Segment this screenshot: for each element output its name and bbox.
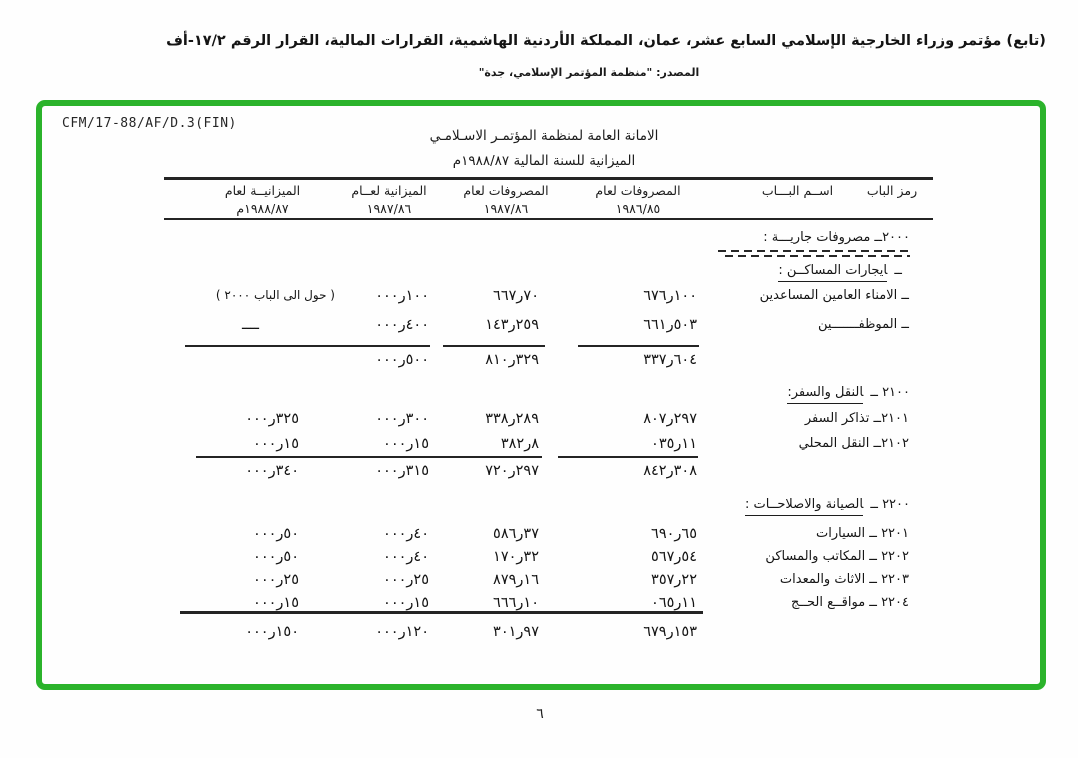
cell-budget-8786: ٤٠٠ر٠٠٠ (375, 317, 429, 333)
cell-exp-8685: ١١ر٠٣٥ (651, 436, 697, 452)
cell-budget-8786: ٣٠٠ر٠٠٠ (375, 411, 429, 427)
total-row (164, 624, 934, 646)
cell-budget-8786: ١٥ر٠٠٠ (383, 436, 429, 452)
section-2200-label: الصيانة والاصلاحــات : (745, 497, 863, 516)
cell-exp-8685: ٢٢ر٣٥٧ (651, 572, 697, 588)
total-row (164, 463, 934, 485)
col-header-line1: الميزانيــة لعام (224, 183, 301, 198)
cell-budget-8887: ــــ (242, 317, 259, 333)
col-header-exp-8685 (578, 182, 698, 217)
section-2100-code: ٢١٠٠ ــ (870, 385, 910, 400)
row-label: ٢١٠٢ــ النقل المحلي (798, 436, 909, 451)
total-exp-8786: ٩٧ر٣٠١ (493, 624, 539, 640)
section-2100-label: النقل والسفر: (787, 385, 863, 404)
cell-exp-8685: ٢٩٧ر٨٠٧ (643, 411, 697, 427)
cell-budget-8786: ١٠٠ر٠٠٠ (375, 288, 429, 304)
table-top-rule (164, 177, 933, 180)
cell-exp-8786: ١٠ر٦٦٦ (493, 595, 539, 611)
cell-exp-8786: ٨ر٣٨٢ (500, 436, 539, 452)
table-row (164, 572, 934, 594)
col-header-line2: ١٩٨٧/٨٦ (366, 200, 412, 216)
cell-budget-8887: ٥٠ر٠٠٠ (253, 526, 299, 542)
cell-budget-8887: ١٥ر٠٠٠ (253, 595, 299, 611)
col-header-code: رمز الباب (866, 183, 918, 198)
cell-exp-8786: ٢٨٩ر٣٣٨ (485, 411, 539, 427)
col-header-line1: المصروفات لعام (595, 183, 681, 198)
col-header-budget-8887 (195, 182, 330, 217)
cell-exp-8685: ٥٠٣ر٦٦١ (643, 317, 697, 333)
cell-budget-8786: ٤٠ر٠٠٠ (383, 526, 429, 542)
cell-exp-8786: ٧٠ر٦٦٧ (493, 288, 539, 304)
subtotal-rule (185, 345, 430, 347)
cell-budget-8786: ١٥ر٠٠٠ (383, 595, 429, 611)
cell-exp-8786: ٣٧ر٥٨٦ (493, 526, 539, 542)
section-2200-title (745, 497, 910, 512)
document-titles (245, 124, 843, 174)
total-exp-8685: ٣٠٨ر٨٤٢ (643, 463, 697, 479)
subtotal-rule (558, 456, 698, 458)
row-label: ٢٢٠٤ ــ مواقــع الحــج (791, 595, 909, 610)
section-2000-label: ٢٠٠٠ــ مصروفات جاريـــة : (763, 230, 910, 245)
subsection-rents-label: ايجارات المساكــن : (778, 263, 887, 282)
col-header-line1: الميزانية لعــام (351, 183, 427, 198)
section-2000-title (763, 230, 910, 245)
row-label: ٢٢٠١ ــ السيارات (815, 526, 909, 541)
cell-exp-8786: ١٦ر٨٧٩ (493, 572, 539, 588)
cell-budget-8887: ١٥ر٠٠٠ (253, 436, 299, 452)
row-label: ٢٢٠٢ ــ المكاتب والمساكن (765, 549, 909, 564)
total-exp-8685: ١٥٣ر٦٧٩ (643, 624, 697, 640)
total-exp-8685: ٦٠٤ر٣٣٧ (643, 352, 697, 368)
section-2000-subtitle (778, 263, 902, 278)
total-exp-8786: ٢٩٧ر٧٢٠ (485, 463, 539, 479)
table-row (164, 526, 934, 548)
col-header-line2: ١٩٨٧/٨٦ (483, 200, 529, 216)
subtotal-rule (578, 345, 699, 347)
col-header-line2: ١٩٨٨/٨٧م (236, 200, 289, 216)
org-title: الامانة العامة لمنظمة المؤتمـر الاسـلامـي (429, 128, 659, 144)
cell-budget-8887-note: ( حول الى الباب ٢٠٠٠ ) (215, 288, 335, 302)
cell-exp-8685: ١١ر٠٦٥ (651, 595, 697, 611)
page-number: ٦ (536, 706, 544, 722)
cell-exp-8685: ١٠٠ر٦٧٦ (643, 288, 697, 304)
cell-exp-8786: ٢٥٩ر١٤٣ (485, 317, 539, 333)
section-2000-double-dash-underline (718, 250, 910, 258)
col-header-name: اســم البـــاب (761, 183, 834, 198)
cell-exp-8685: ٥٤ر٥٦٧ (651, 549, 697, 565)
subtotal-rule (443, 345, 545, 347)
col-header-budget-8786 (333, 182, 445, 217)
row-label: ــ الموظفـــــــين (818, 317, 909, 332)
bullet-dash: ــ (894, 263, 902, 278)
subtotal-rule (196, 456, 542, 458)
cell-budget-8786: ٤٠ر٠٠٠ (383, 549, 429, 565)
document-ref-code: CFM/17-88/AF/D.3(FIN) (62, 116, 237, 131)
source-caption: المصدر: "منظمة المؤتمر الإسلامي، جدة" (478, 66, 700, 79)
cell-exp-8786: ٣٢ر١٧٠ (493, 549, 539, 565)
cell-budget-8786: ٢٥ر٠٠٠ (383, 572, 429, 588)
row-label: ٢٢٠٣ ــ الاثاث والمعدات (779, 572, 909, 587)
total-budget-8786: ١٢٠ر٠٠٠ (375, 624, 429, 640)
cell-budget-8887: ٢٥ر٠٠٠ (253, 572, 299, 588)
budget-title: الميزانية للسنة المالية ١٩٨٨/٨٧م (452, 153, 636, 169)
col-header-line2: ١٩٨٦/٨٥ (615, 200, 661, 216)
row-label: ــ الامناء العامين المساعدين (759, 288, 909, 303)
table-row (164, 549, 934, 571)
cell-budget-8887: ٣٢٥ر٠٠٠ (245, 411, 299, 427)
page-title: (تابع) مؤتمر وزراء الخارجية الإسلامي السابع عشر، عمان، المملكة الأردنية الهاشمية، القرارات المالية، القرار الرقم ١٧/٢-أف (166, 33, 1046, 49)
table-row (164, 436, 934, 458)
col-header-line1: المصروفات لعام (463, 183, 549, 198)
table-row (164, 288, 934, 310)
total-budget-8786: ٥٠٠ر٠٠٠ (375, 352, 429, 368)
total-exp-8786: ٣٢٩ر٨١٠ (485, 352, 539, 368)
total-budget-8786: ٣١٥ر٠٠٠ (375, 463, 429, 479)
table-header-rule (164, 218, 933, 220)
col-header-exp-8786 (450, 182, 562, 217)
total-budget-8887: ٣٤٠ر٠٠٠ (245, 463, 299, 479)
cell-exp-8685: ٦٥ر٦٩٠ (651, 526, 697, 542)
row-label: ٢١٠١ــ تذاكر السفر (804, 411, 909, 426)
total-budget-8887: ١٥٠ر٠٠٠ (245, 624, 299, 640)
cell-budget-8887: ٥٠ر٠٠٠ (253, 549, 299, 565)
section-2100-title (787, 385, 910, 400)
table-row (164, 317, 934, 339)
subtotal-rule (180, 611, 703, 614)
total-row (164, 352, 934, 374)
table-row (164, 411, 934, 433)
section-2200-code: ٢٢٠٠ ــ (870, 497, 910, 512)
